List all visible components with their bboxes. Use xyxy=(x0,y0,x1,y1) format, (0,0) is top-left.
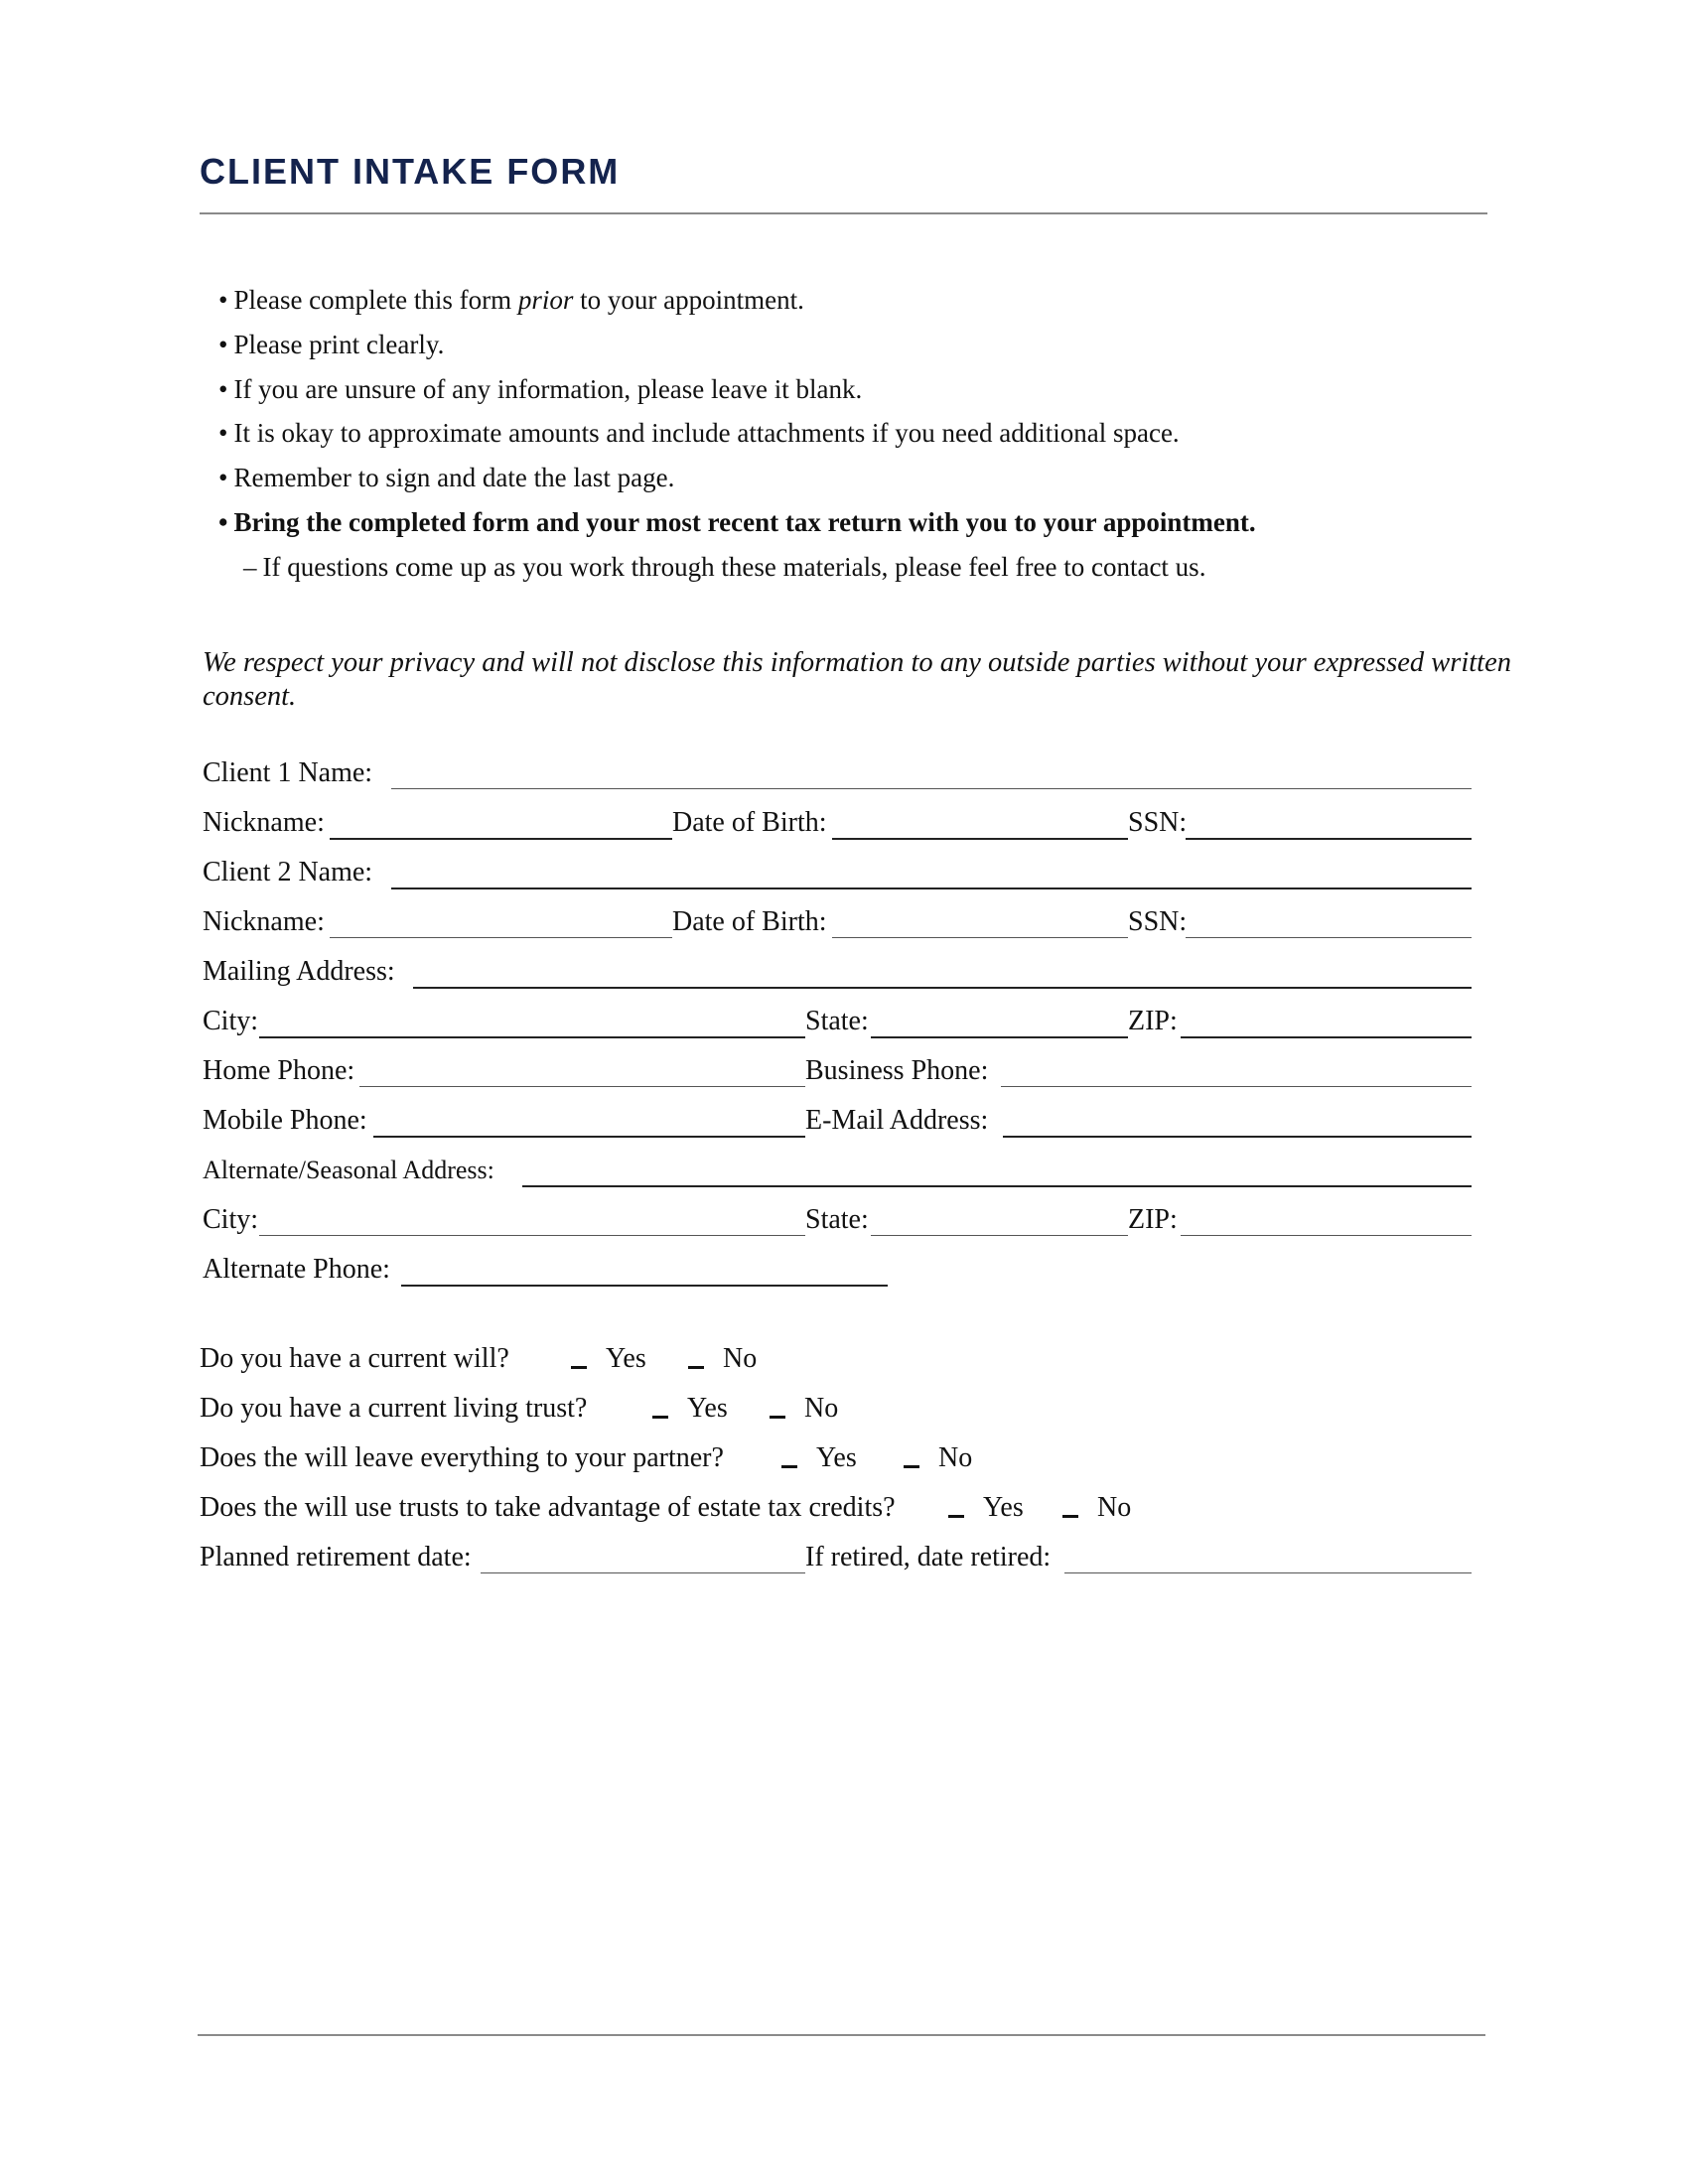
date-retired-label: If retired, date retired: xyxy=(805,1542,1052,1572)
business-phone-label: Business Phone: xyxy=(805,1055,989,1086)
instruction-text: If questions come up as you work through these materials, please feel free to contact us. xyxy=(262,551,1206,582)
business-phone-field[interactable] xyxy=(1001,1086,1472,1087)
mailing-address-label: Mailing Address: xyxy=(203,956,395,987)
tax-credit-no-label: No xyxy=(1097,1492,1132,1523)
alt-phone-label: Alternate Phone: xyxy=(203,1254,390,1285)
partner-no-checkbox[interactable] xyxy=(904,1465,919,1468)
mobile-phone-field[interactable] xyxy=(373,1136,805,1138)
will-no-label: No xyxy=(723,1343,758,1374)
planned-retirement-field[interactable] xyxy=(481,1572,805,1573)
nickname2-field[interactable] xyxy=(330,937,672,938)
trust-question: Do you have a current living trust? xyxy=(200,1393,588,1424)
partner-yes-label: Yes xyxy=(816,1442,857,1473)
page-title: CLIENT INTAKE FORM xyxy=(200,151,621,192)
will-yes-checkbox[interactable] xyxy=(571,1366,587,1369)
partner-no-label: No xyxy=(938,1442,973,1473)
instruction-item xyxy=(218,323,1256,367)
state1-field[interactable] xyxy=(871,1036,1128,1038)
instruction-subitem xyxy=(218,545,1256,590)
nickname1-field[interactable] xyxy=(330,838,672,840)
state2-field[interactable] xyxy=(871,1235,1128,1236)
trust-no-checkbox[interactable] xyxy=(770,1416,785,1419)
client1-name-field[interactable] xyxy=(391,788,1472,789)
bullet: • xyxy=(218,373,228,404)
client1-name-label: Client 1 Name: xyxy=(203,757,373,788)
header-divider xyxy=(200,212,1487,214)
instruction-text: to your appointment. xyxy=(573,285,804,315)
tax-credit-yes-checkbox[interactable] xyxy=(948,1515,964,1518)
email-label: E-Mail Address: xyxy=(805,1105,989,1136)
zip1-label: ZIP: xyxy=(1128,1006,1178,1036)
email-field[interactable] xyxy=(1003,1136,1472,1138)
instruction-text: Please complete this form xyxy=(233,285,518,315)
city1-field[interactable] xyxy=(259,1036,805,1038)
instruction-item xyxy=(218,367,1256,412)
instruction-text: It is okay to approximate amounts and include attachments if you need additional space. xyxy=(233,418,1180,449)
trust-yes-checkbox[interactable] xyxy=(652,1416,668,1419)
state1-label: State: xyxy=(805,1006,869,1036)
bullet: • xyxy=(218,506,228,537)
partner-question: Does the will leave everything to your partner? xyxy=(200,1442,724,1473)
city1-label: City: xyxy=(203,1006,259,1036)
instruction-text: If you are unsure of any information, please leave it blank. xyxy=(233,373,863,404)
ssn2-label: SSN: xyxy=(1128,906,1188,937)
instruction-item xyxy=(218,278,1256,323)
alt-address-label: Alternate/Seasonal Address: xyxy=(203,1156,494,1184)
dob2-field[interactable] xyxy=(832,937,1128,938)
instruction-item xyxy=(218,411,1256,456)
home-phone-field[interactable] xyxy=(359,1086,805,1087)
will-question: Do you have a current will? xyxy=(200,1343,509,1374)
bullet: • xyxy=(218,418,228,449)
instruction-item xyxy=(218,500,1256,545)
state2-label: State: xyxy=(805,1204,869,1235)
ssn1-field[interactable] xyxy=(1186,838,1472,840)
instruction-text: Remember to sign and date the last page. xyxy=(233,463,675,493)
trust-no-label: No xyxy=(804,1393,839,1424)
instructions-list xyxy=(218,278,1256,590)
instruction-item xyxy=(218,456,1256,500)
dob2-label: Date of Birth: xyxy=(672,906,827,937)
ssn1-label: SSN: xyxy=(1128,807,1188,838)
client2-name-field[interactable] xyxy=(391,887,1472,889)
city2-field[interactable] xyxy=(259,1235,805,1236)
nickname2-label: Nickname: xyxy=(203,906,325,937)
dob1-field[interactable] xyxy=(832,838,1128,840)
zip2-field[interactable] xyxy=(1181,1235,1472,1236)
client2-name-label: Client 2 Name: xyxy=(203,857,373,887)
tax-credit-yes-label: Yes xyxy=(983,1492,1024,1523)
mailing-address-field[interactable] xyxy=(413,987,1472,989)
mobile-phone-label: Mobile Phone: xyxy=(203,1105,367,1136)
privacy-notice: We respect your privacy and will not disclose this information to any outside parties without your expressed written consent. xyxy=(203,647,1511,712)
bullet: • xyxy=(218,329,228,359)
nickname1-label: Nickname: xyxy=(203,807,325,838)
footer-divider xyxy=(198,2034,1485,2036)
instruction-text: Please print clearly. xyxy=(233,329,445,359)
will-yes-label: Yes xyxy=(606,1343,646,1374)
dash: – xyxy=(243,551,257,582)
will-no-checkbox[interactable] xyxy=(688,1366,704,1369)
instruction-text: Bring the completed form and your most recent tax return with you to your appointment. xyxy=(233,506,1256,537)
tax-credit-no-checkbox[interactable] xyxy=(1062,1515,1078,1518)
zip1-field[interactable] xyxy=(1181,1036,1472,1038)
date-retired-field[interactable] xyxy=(1064,1572,1472,1573)
ssn2-field[interactable] xyxy=(1186,937,1472,938)
instruction-emphasis: prior xyxy=(517,285,574,315)
alt-address-field[interactable] xyxy=(522,1185,1472,1187)
alt-phone-field[interactable] xyxy=(401,1285,888,1287)
dob1-label: Date of Birth: xyxy=(672,807,827,838)
planned-retirement-label: Planned retirement date: xyxy=(200,1542,472,1572)
bullet: • xyxy=(218,285,228,315)
tax-credit-question: Does the will use trusts to take advantage of estate tax credits? xyxy=(200,1492,896,1523)
city2-label: City: xyxy=(203,1204,259,1235)
bullet: • xyxy=(218,463,228,493)
zip2-label: ZIP: xyxy=(1128,1204,1178,1235)
trust-yes-label: Yes xyxy=(687,1393,728,1424)
partner-yes-checkbox[interactable] xyxy=(781,1465,797,1468)
home-phone-label: Home Phone: xyxy=(203,1055,355,1086)
